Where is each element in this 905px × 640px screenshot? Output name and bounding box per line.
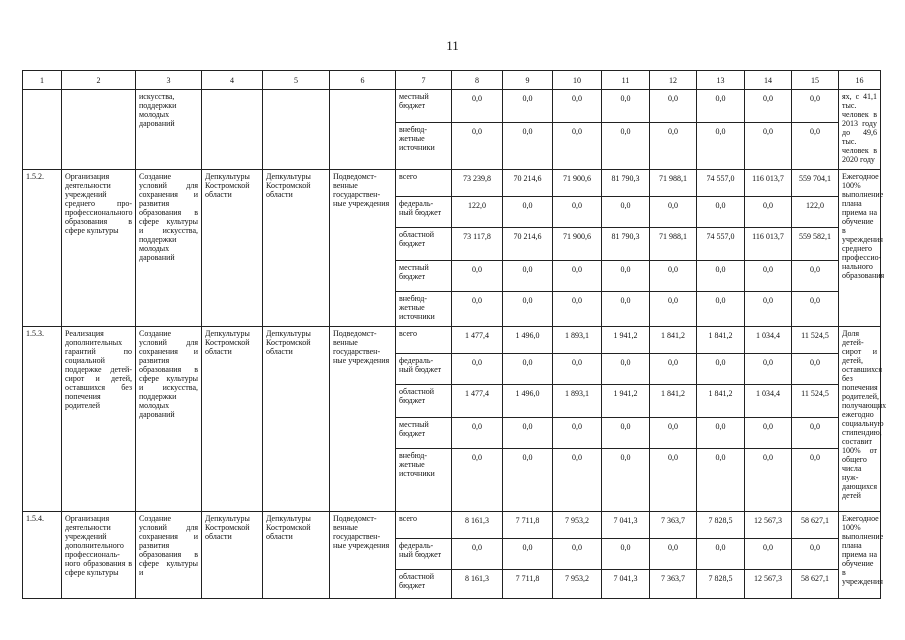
- budget-value: 0,0: [697, 123, 745, 170]
- item-code: 1.5.2.: [23, 170, 62, 327]
- budget-value: 7 041,3: [602, 512, 650, 539]
- budget-value: 0,0: [697, 90, 745, 123]
- budget-value: 0,0: [650, 449, 697, 512]
- column-header: 11: [602, 71, 650, 90]
- funding-source: местный бюджет: [396, 418, 452, 449]
- budget-value: 1 893,1: [553, 327, 602, 354]
- budget-value: 0,0: [792, 539, 839, 570]
- budget-value: 0,0: [503, 449, 553, 512]
- budget-value: 0,0: [452, 292, 503, 327]
- item-executor: Депкультуры Костромской области: [202, 327, 263, 512]
- table-row: [23, 512, 881, 539]
- budget-value: 7 363,7: [650, 570, 697, 599]
- budget-value: 1 841,2: [697, 385, 745, 418]
- budget-value: 0,0: [602, 449, 650, 512]
- item-participants: [330, 90, 396, 170]
- budget-value: 0,0: [553, 261, 602, 292]
- budget-value: 1 496,0: [503, 327, 553, 354]
- budget-value: 0,0: [745, 292, 792, 327]
- table-row: [23, 90, 881, 123]
- funding-source: внебюд- жетные источники: [396, 449, 452, 512]
- funding-source: областной бюджет: [396, 228, 452, 261]
- budget-value: 0,0: [650, 197, 697, 228]
- item-name: Реализация дополнительных гарантий по социальной поддержке детей- сирот и детей, оставшихся без попечения родителей: [62, 327, 136, 512]
- item-coexecutor: Депкультуры Костромской области: [263, 327, 330, 512]
- column-header: 8: [452, 71, 503, 90]
- budget-value: 0,0: [503, 90, 553, 123]
- budget-value: 0,0: [553, 197, 602, 228]
- budget-value: 0,0: [745, 539, 792, 570]
- column-header: 15: [792, 71, 839, 90]
- budget-value: 0,0: [553, 354, 602, 385]
- budget-value: 58 627,1: [792, 570, 839, 599]
- column-header: 12: [650, 71, 697, 90]
- budget-value: 0,0: [697, 261, 745, 292]
- budget-value: 0,0: [697, 354, 745, 385]
- funding-source: всего: [396, 512, 452, 539]
- item-participants: Подведомст- венные государствен- ные учреждения: [330, 327, 396, 512]
- budget-value: 0,0: [697, 197, 745, 228]
- budget-value: 0,0: [745, 197, 792, 228]
- budget-value: 11 524,5: [792, 385, 839, 418]
- item-task: Создание условий для сохранения и развития образования в сфере культуры и искусства, поддержки молодых дарований: [136, 327, 202, 512]
- budget-value: 7 828,5: [697, 512, 745, 539]
- budget-value: 0,0: [792, 90, 839, 123]
- budget-value: 0,0: [452, 418, 503, 449]
- budget-value: 71 900,6: [553, 228, 602, 261]
- funding-source: федераль- ный бюджет: [396, 354, 452, 385]
- funding-source: всего: [396, 170, 452, 197]
- budget-value: 71 988,1: [650, 170, 697, 197]
- column-header: 5: [263, 71, 330, 90]
- budget-value: 7 363,7: [650, 512, 697, 539]
- budget-value: 0,0: [650, 123, 697, 170]
- budget-value: 0,0: [503, 292, 553, 327]
- budget-value: 1 034,4: [745, 327, 792, 354]
- budget-value: 0,0: [503, 354, 553, 385]
- budget-value: 0,0: [792, 261, 839, 292]
- budget-value: 0,0: [745, 261, 792, 292]
- budget-value: 0,0: [553, 90, 602, 123]
- item-task: Создание условий для сохранения и развития образования в сфере культуры и: [136, 512, 202, 599]
- budget-value: 0,0: [452, 90, 503, 123]
- budget-value: 122,0: [452, 197, 503, 228]
- budget-value: 1 893,1: [553, 385, 602, 418]
- budget-value: 58 627,1: [792, 512, 839, 539]
- budget-value: 74 557,0: [697, 170, 745, 197]
- budget-value: 0,0: [792, 449, 839, 512]
- funding-source: федераль- ный бюджет: [396, 539, 452, 570]
- item-name: Организация деятельности учреждений среднего про- профессионального образования в сфере культуры: [62, 170, 136, 327]
- budget-value: 71 900,6: [553, 170, 602, 197]
- budget-value: 0,0: [602, 197, 650, 228]
- budget-table: [22, 70, 887, 599]
- budget-value: 73 117,8: [452, 228, 503, 261]
- column-header: 13: [697, 71, 745, 90]
- budget-value: 0,0: [650, 261, 697, 292]
- funding-source: внебюд- жетные источники: [396, 292, 452, 327]
- budget-value: 1 477,4: [452, 385, 503, 418]
- budget-value: 0,0: [602, 123, 650, 170]
- item-coexecutor: Депкультуры Костромской области: [263, 170, 330, 327]
- budget-value: 7 828,5: [697, 570, 745, 599]
- column-header: 6: [330, 71, 396, 90]
- budget-value: 0,0: [452, 354, 503, 385]
- budget-value: 0,0: [602, 418, 650, 449]
- budget-value: 81 790,3: [602, 170, 650, 197]
- funding-source: федераль- ный бюджет: [396, 197, 452, 228]
- item-code: 1.5.3.: [23, 327, 62, 512]
- funding-source: областной бюджет: [396, 570, 452, 599]
- budget-value: 70 214,6: [503, 228, 553, 261]
- budget-value: 1 941,2: [602, 327, 650, 354]
- item-coexecutor: Депкультуры Костромской области: [263, 512, 330, 599]
- budget-value: 0,0: [553, 539, 602, 570]
- item-executor: [202, 90, 263, 170]
- item-participants: Подведомст- венные государствен- ные учреждения: [330, 170, 396, 327]
- header-row: [23, 71, 881, 90]
- budget-value: 0,0: [792, 123, 839, 170]
- column-header: 2: [62, 71, 136, 90]
- budget-value: 71 988,1: [650, 228, 697, 261]
- table-row: [23, 170, 881, 197]
- item-result: Ежегодное 100% выполнение плана приема на обучение в учреждения: [839, 512, 881, 599]
- budget-value: 8 161,3: [452, 512, 503, 539]
- item-code: 1.5.4.: [23, 512, 62, 599]
- budget-value: 0,0: [745, 354, 792, 385]
- budget-value: 0,0: [697, 449, 745, 512]
- budget-value: 7 953,2: [553, 570, 602, 599]
- budget-value: 559 582,1: [792, 228, 839, 261]
- budget-value: 0,0: [553, 449, 602, 512]
- item-coexecutor: [263, 90, 330, 170]
- budget-value: 7 711,8: [503, 512, 553, 539]
- column-header: 10: [553, 71, 602, 90]
- budget-value: 70 214,6: [503, 170, 553, 197]
- budget-value: 0,0: [503, 418, 553, 449]
- funding-source: местный бюджет: [396, 261, 452, 292]
- budget-value: 12 567,3: [745, 570, 792, 599]
- budget-value: 0,0: [650, 90, 697, 123]
- column-header: 7: [396, 71, 452, 90]
- item-code: [23, 90, 62, 170]
- budget-value: 0,0: [697, 418, 745, 449]
- budget-value: 1 841,2: [697, 327, 745, 354]
- budget-value: 0,0: [602, 539, 650, 570]
- column-header: 14: [745, 71, 792, 90]
- column-header: 1: [23, 71, 62, 90]
- budget-value: 0,0: [745, 449, 792, 512]
- budget-value: 81 790,3: [602, 228, 650, 261]
- column-header: 3: [136, 71, 202, 90]
- item-task: искусства, поддержки молодых дарований: [136, 90, 202, 170]
- table-row: [23, 327, 881, 354]
- budget-value: 122,0: [792, 197, 839, 228]
- budget-value: 0,0: [792, 418, 839, 449]
- budget-value: 74 557,0: [697, 228, 745, 261]
- budget-value: 0,0: [553, 418, 602, 449]
- budget-value: 0,0: [503, 539, 553, 570]
- budget-value: 0,0: [553, 123, 602, 170]
- item-executor: Депкультуры Костромской области: [202, 512, 263, 599]
- budget-value: 0,0: [602, 261, 650, 292]
- budget-value: 0,0: [697, 539, 745, 570]
- budget-value: 0,0: [452, 539, 503, 570]
- budget-value: 116 013,7: [745, 170, 792, 197]
- budget-value: 1 841,2: [650, 327, 697, 354]
- budget-value: 0,0: [650, 539, 697, 570]
- budget-value: 0,0: [650, 354, 697, 385]
- budget-value: 0,0: [602, 90, 650, 123]
- budget-value: 0,0: [650, 418, 697, 449]
- item-name: Организация деятельности учреждений дополнительного профессиональ- ного образования в сфере культуры: [62, 512, 136, 599]
- budget-value: 8 161,3: [452, 570, 503, 599]
- budget-value: 0,0: [792, 354, 839, 385]
- budget-value: 7 041,3: [602, 570, 650, 599]
- item-executor: Депкультуры Костромской области: [202, 170, 263, 327]
- budget-value: 0,0: [602, 292, 650, 327]
- budget-value: 559 704,1: [792, 170, 839, 197]
- budget-value: 0,0: [503, 261, 553, 292]
- budget-value: 11 524,5: [792, 327, 839, 354]
- budget-value: 1 477,4: [452, 327, 503, 354]
- column-header: 4: [202, 71, 263, 90]
- funding-source: областной бюджет: [396, 385, 452, 418]
- budget-value: 12 567,3: [745, 512, 792, 539]
- budget-value: 73 239,8: [452, 170, 503, 197]
- page-number: 11: [446, 38, 459, 53]
- budget-value: 7 711,8: [503, 570, 553, 599]
- item-result: ях, с 41,1 тыс. человек в 2013 году до 49,6 тыс. человек в 2020 году: [839, 90, 881, 170]
- column-header: 16: [839, 71, 881, 90]
- funding-source: внебюд- жетные источники: [396, 123, 452, 170]
- item-participants: Подведомст- венные государствен- ные учреждения: [330, 512, 396, 599]
- budget-value: 0,0: [602, 354, 650, 385]
- budget-value: 1 496,0: [503, 385, 553, 418]
- budget-value: 0,0: [745, 123, 792, 170]
- budget-value: 116 013,7: [745, 228, 792, 261]
- budget-value: 0,0: [452, 123, 503, 170]
- budget-value: 1 841,2: [650, 385, 697, 418]
- budget-value: 1 941,2: [602, 385, 650, 418]
- budget-value: 0,0: [697, 292, 745, 327]
- column-header: 9: [503, 71, 553, 90]
- budget-value: 0,0: [553, 292, 602, 327]
- budget-value: 0,0: [503, 123, 553, 170]
- budget-value: 7 953,2: [553, 512, 602, 539]
- item-task: Создание условий для сохранения и развития образования в сфере культуры и искусства, поддержки молодых дарований: [136, 170, 202, 327]
- funding-source: местный бюджет: [396, 90, 452, 123]
- budget-value: 0,0: [792, 292, 839, 327]
- budget-value: 0,0: [503, 197, 553, 228]
- item-result: Ежегодное 100% выполнение плана приема на обучение в учреждения среднего профессио- нального образования: [839, 170, 881, 327]
- item-result: Доля детей- сирот и детей, оставшихся без попечения родителей, получающих ежегодно социальную стипендию, составит 100% от общего числа нуж- дающихся детей: [839, 327, 881, 512]
- item-name: [62, 90, 136, 170]
- budget-value: 0,0: [452, 261, 503, 292]
- funding-source: всего: [396, 327, 452, 354]
- budget-value: 0,0: [650, 292, 697, 327]
- budget-value: 0,0: [745, 418, 792, 449]
- budget-value: 0,0: [452, 449, 503, 512]
- budget-value: 0,0: [745, 90, 792, 123]
- budget-value: 1 034,4: [745, 385, 792, 418]
